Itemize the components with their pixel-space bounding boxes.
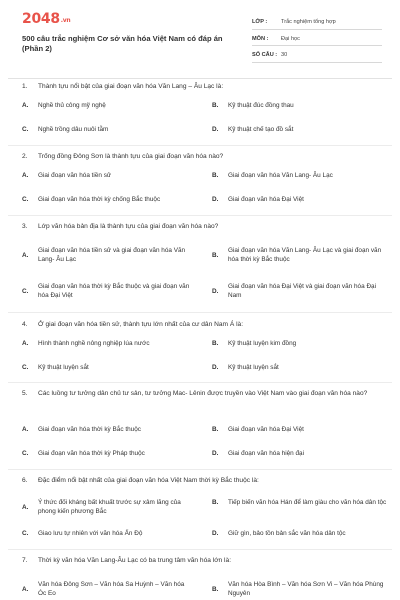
option-letter: D.: [212, 196, 219, 203]
option-text: Giai đoạn văn hóa thời kỳ Bắc thuộc: [38, 426, 141, 433]
option-5c[interactable]: [22, 449, 192, 458]
option-letter: B.: [212, 172, 219, 179]
option-letter: D.: [212, 450, 219, 457]
option-4a[interactable]: [22, 339, 192, 348]
option-3b[interactable]: [212, 246, 388, 264]
question-number: 2.: [22, 153, 28, 160]
option-text: Giai đoạn văn hóa tiền sử: [38, 172, 112, 179]
document-header: [0, 0, 400, 72]
question-divider: [8, 549, 392, 550]
option-text: Nghề trồng dâu nuôi tằm: [38, 126, 109, 133]
question-2: [22, 152, 388, 162]
option-4b[interactable]: [212, 339, 388, 348]
option-text: Giai đoạn văn hóa Đại Việt: [228, 426, 304, 433]
meta-value: 30: [281, 52, 288, 59]
option-7a[interactable]: [22, 580, 194, 598]
meta-row-count: [252, 49, 382, 63]
option-1d[interactable]: [212, 125, 388, 134]
question-7: [22, 556, 388, 566]
option-1a[interactable]: [22, 101, 192, 110]
option-5a[interactable]: [22, 425, 192, 434]
option-letter: D.: [212, 364, 219, 371]
question-number: 3.: [22, 223, 28, 230]
question-title: [22, 82, 388, 92]
option-2d[interactable]: [212, 195, 388, 204]
option-letter: B.: [212, 426, 219, 433]
option-letter: B.: [212, 251, 219, 259]
meta-value: Trắc nghiệm tổng hợp: [281, 19, 336, 26]
option-text: Văn hóa Hòa Bình – Văn hóa Sơn Vi – Văn hóa Phùng Nguyên: [228, 581, 384, 598]
option-letter: C.: [22, 364, 29, 371]
question-5: [22, 389, 388, 399]
option-text: Giai đoạn văn hóa thời kỳ chống Bắc thuộc: [38, 196, 161, 203]
meta-label: SỐ CÂU :: [252, 52, 278, 59]
question-divider: [8, 312, 392, 313]
question-divider: [8, 215, 392, 216]
option-text: Văn hóa Đông Sơn – Văn hóa Sa Huỳnh – Văn hóa Óc Eo: [38, 581, 185, 598]
option-text: Ý thức đối kháng bất khuất trước sự xâm lăng của phong kiến phương Bắc: [38, 499, 181, 516]
option-text: Giai đoạn văn hóa Đại Việt: [228, 196, 304, 203]
option-text: Giai đoạn văn hóa Văn Lang- Âu Lạc: [228, 172, 333, 179]
option-text: Kỹ thuật luyện sắt: [228, 364, 279, 371]
option-text: Nghề thủ công mỹ nghệ: [38, 102, 106, 109]
question-number: 4.: [22, 321, 28, 328]
question-number: 1.: [22, 83, 28, 90]
option-text: Giữ gìn, bảo tồn bản sắc văn hóa dân tộc: [228, 530, 346, 537]
question-1: [22, 82, 388, 92]
question-text: Thời kỳ văn hóa Văn Lang-Âu Lạc có ba trung tâm văn hóa lớn là:: [38, 557, 232, 564]
question-title: [22, 476, 388, 486]
question-text: Đặc điểm nổi bật nhất của giai đoạn văn hóa Việt Nam thời kỳ Bắc thuộc là:: [38, 477, 259, 484]
question-text: Trống đồng Đông Sơn là thành tựu của giai đoạn văn hóa nào?: [38, 153, 224, 160]
option-letter: C.: [22, 530, 29, 537]
option-letter: C.: [22, 450, 29, 457]
option-letter: A.: [22, 251, 29, 259]
document-title: 500 câu trắc nghiệm Cơ sở văn hóa Việt Nam có đáp án (Phần 2): [22, 34, 223, 53]
option-2a[interactable]: [22, 171, 192, 180]
document-meta: [252, 16, 382, 63]
option-text: Tiếp biến văn hóa Hán để làm giàu cho văn hóa dân tộc: [228, 499, 387, 506]
option-3a[interactable]: [22, 246, 194, 264]
option-text: Giai đoạn văn hóa thời kỳ Bắc thuộc và giai đoạn văn hóa Đại Việt: [38, 283, 190, 300]
option-text: Giai đoạn văn hóa tiền sử và giai đoạn văn hóa Văn Lang- Âu Lạc: [38, 247, 186, 264]
option-letter: B.: [212, 585, 219, 593]
question-text: Ở giai đoạn văn hóa tiền sử, thành tựu lớn nhất của cư dân Nam Á là:: [38, 321, 244, 328]
option-1b[interactable]: [212, 101, 388, 110]
option-3c[interactable]: [22, 282, 194, 300]
option-text: Giao lưu tự nhiên với văn hóa Ấn Độ: [38, 530, 143, 537]
option-text: Kỹ thuật luyện kim đồng: [228, 340, 297, 347]
option-text: Giai đoạn văn hóa thời kỳ Pháp thuộc: [38, 450, 145, 457]
option-letter: A.: [22, 503, 29, 511]
option-letter: D.: [212, 126, 219, 133]
option-6a[interactable]: [22, 498, 194, 516]
meta-row-class: [252, 16, 382, 30]
option-letter: B.: [212, 102, 219, 109]
option-letter: A.: [22, 426, 29, 433]
option-letter: C.: [22, 126, 29, 133]
option-letter: A.: [22, 585, 29, 593]
option-text: Giai đoạn văn hóa hiện đại: [228, 450, 305, 457]
option-4c[interactable]: [22, 363, 192, 372]
option-text: Kỹ thuật luyện sắt: [38, 364, 89, 371]
option-5b[interactable]: [212, 425, 388, 434]
question-divider: [8, 145, 392, 146]
question-text: Thành tựu nổi bật của giai đoạn văn hóa Văn Lang – Âu Lạc là:: [38, 83, 224, 90]
option-letter: C.: [22, 196, 29, 203]
option-text: Hình thành nghề nông nghiệp lúa nước: [38, 340, 150, 347]
logo-text: 2048: [22, 11, 60, 27]
question-divider: [8, 382, 392, 383]
option-letter: A.: [22, 102, 29, 109]
option-letter: C.: [22, 287, 29, 295]
header-divider: [8, 78, 392, 79]
option-7b[interactable]: [212, 580, 388, 598]
question-text: Lớp văn hóa bản địa là thành tựu của giai đoạn văn hóa nào?: [38, 223, 219, 230]
option-letter: A.: [22, 340, 29, 347]
question-title: [22, 222, 388, 232]
option-4d[interactable]: [212, 363, 388, 372]
option-1c[interactable]: [22, 125, 192, 134]
question-title: [22, 320, 388, 330]
option-6c[interactable]: [22, 529, 194, 538]
option-text: Kỹ thuật đúc đồng thau: [228, 102, 294, 109]
option-6d[interactable]: [212, 529, 388, 538]
option-letter: D.: [212, 287, 219, 295]
option-2c[interactable]: [22, 195, 208, 204]
meta-label: LỚP :: [252, 19, 268, 26]
question-title: [22, 389, 388, 399]
question-divider: [8, 469, 392, 470]
question-text: Các luồng tư tưởng dân chủ tư sản, tư tưởng Mac- Lênin được truyền vào Việt Nam vào giai đoạn văn hóa nào?: [38, 390, 368, 397]
meta-row-subject: [252, 33, 382, 47]
option-text: Giai đoạn văn hóa Đại Việt và giai đoạn văn hóa Đại Nam: [228, 283, 377, 300]
question-number: 6.: [22, 477, 28, 484]
question-6: [22, 476, 388, 486]
meta-value: Đại học: [281, 35, 300, 42]
option-letter: B.: [212, 499, 219, 506]
site-logo[interactable]: [22, 11, 70, 27]
question-3: [22, 222, 388, 232]
option-text: Giai đoạn văn hóa Văn Lang- Âu Lạc và giai đoạn văn hóa thời kỳ Bắc thuộc: [228, 247, 382, 264]
option-letter: D.: [212, 530, 219, 537]
option-5d[interactable]: [212, 449, 388, 458]
question-number: 7.: [22, 557, 28, 564]
question-4: [22, 320, 388, 330]
option-6b[interactable]: [212, 498, 388, 507]
question-number: 5.: [22, 390, 28, 397]
option-text: Kỹ thuật chế tạo đồ sắt: [228, 126, 294, 133]
option-2b[interactable]: [212, 171, 388, 180]
question-title: [22, 152, 388, 162]
meta-label: MÔN :: [252, 35, 269, 42]
option-letter: B.: [212, 340, 219, 347]
option-3d[interactable]: [212, 282, 388, 300]
option-letter: A.: [22, 172, 29, 179]
question-title: [22, 556, 388, 566]
logo-suffix: .vn: [60, 17, 71, 24]
